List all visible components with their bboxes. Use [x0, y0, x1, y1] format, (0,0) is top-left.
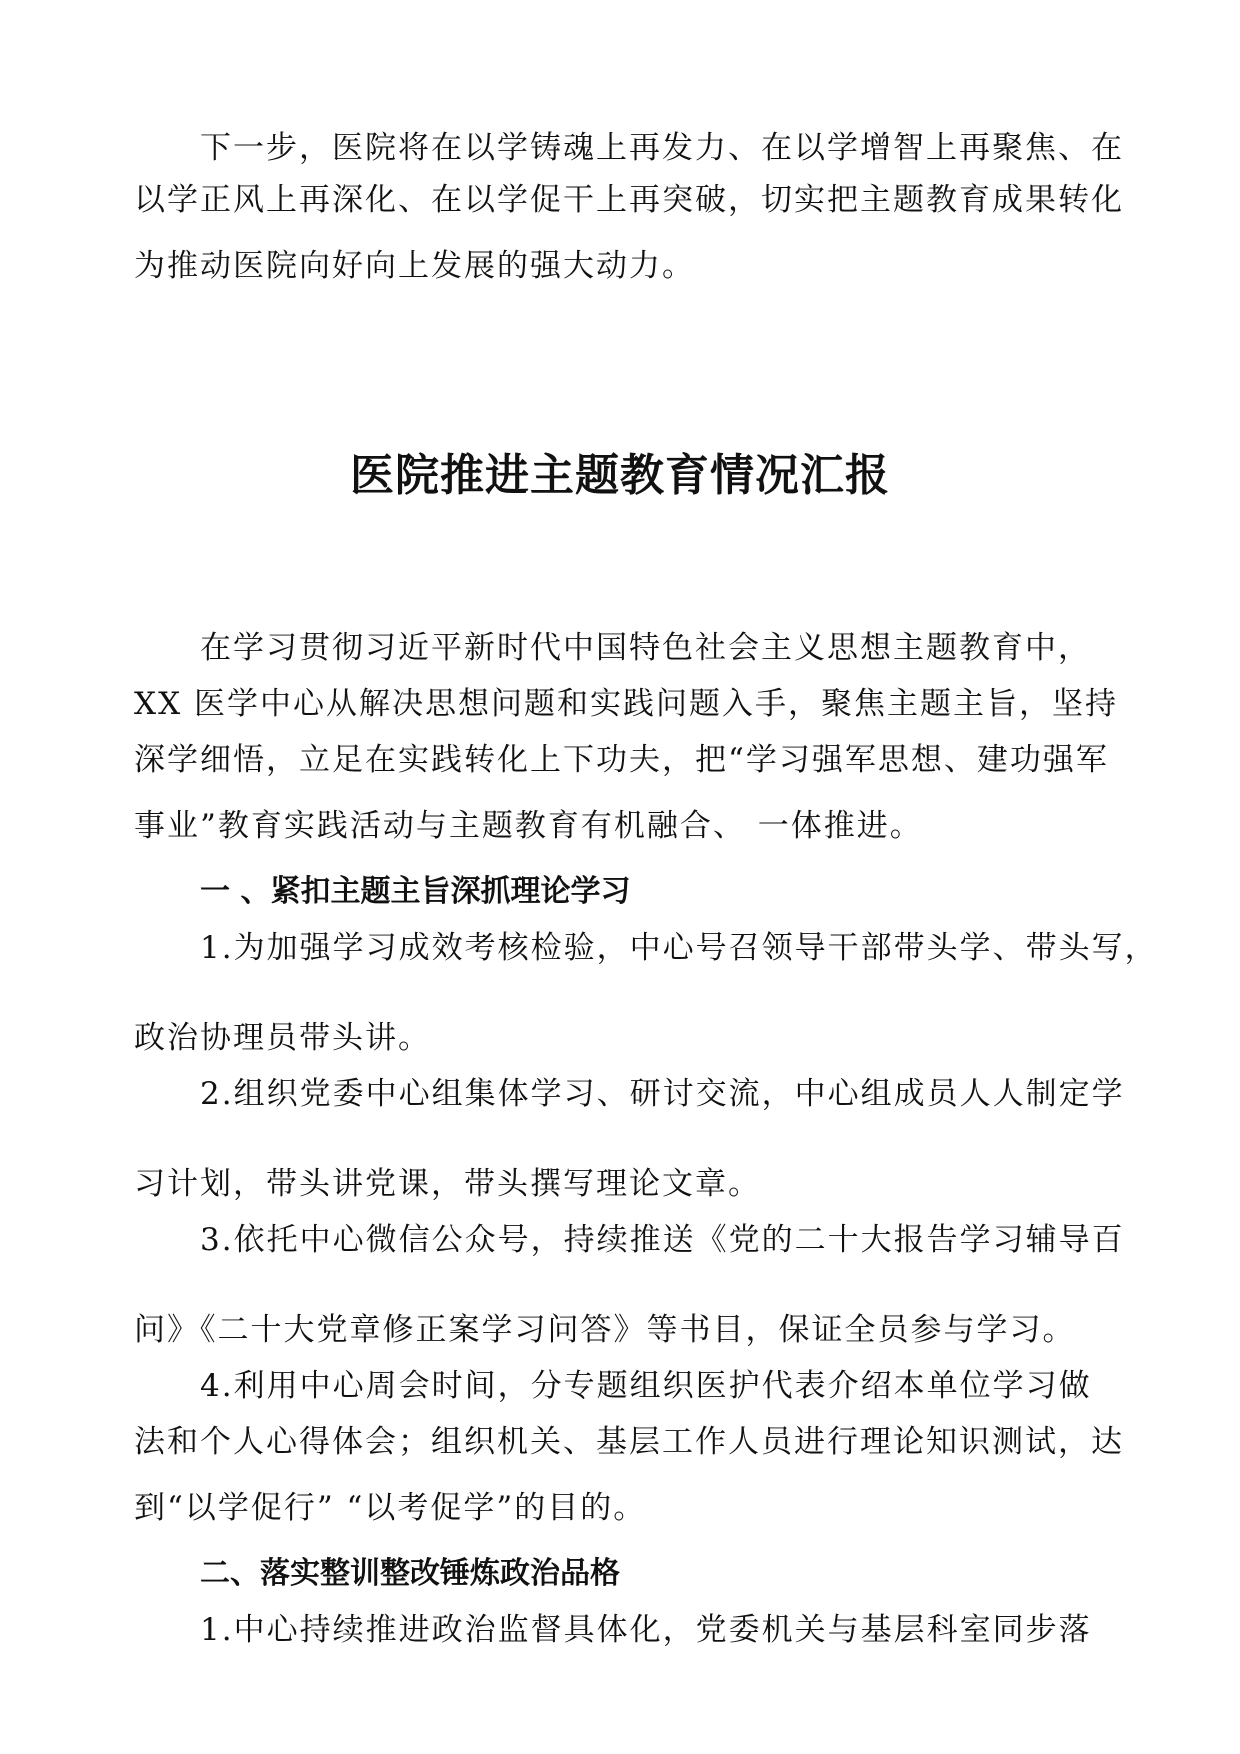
s1-item2-line2: 习计划，带头讲党课，带头撰写理论文章。 [134, 1166, 761, 1202]
s2-item1-line1: 1.中心持续推进政治监督具体化，党委机关与基层科室同步落 [200, 1612, 1092, 1648]
section-2-heading: 二、落实整训整改锤炼政治品格 [200, 1556, 620, 1591]
s1-item3-line1: 3.依托中心微信公众号，持续推送《党的二十大报告学习辅导百 [200, 1222, 1125, 1258]
s1-item4-line2: 法和个人心得体会；组织机关、基层工作人员进行理论知识测试，达 [134, 1424, 1124, 1460]
lead-line-1: 在学习贯彻习近平新时代中国特色社会主义思想主题教育中， [200, 630, 1091, 666]
s1-item1-line1: 1.为加强学习成效考核检验，中心号召领导干部带头学、带头写， [200, 930, 1158, 966]
s1-item1-line2: 政治协理员带头讲。 [134, 1020, 431, 1056]
intro-line-1: 下一步，医院将在以学铸魂上再发力、在以学增智上再聚焦、在 [200, 130, 1124, 166]
intro-line-2: 以学正风上再深化、在以学促干上再突破，切实把主题教育成果转化 [134, 182, 1124, 218]
section-1-heading: 一 、紧扣主题主旨深抓理论学习 [200, 874, 631, 909]
s1-item2-line1: 2.组织党委中心组集体学习、研讨交流，中心组成员人人制定学 [200, 1076, 1125, 1112]
s1-item4-line3: 到“以学促行” “以考促学”的目的。 [134, 1490, 647, 1526]
intro-line-3: 为推动医院向好向上发展的强大动力。 [134, 248, 695, 284]
lead-line-3: 深学细悟，立足在实践转化上下功夫，把“学习强军思想、建功强军 [134, 742, 1109, 778]
s1-item4-line1: 4.利用中心周会时间，分专题组织医护代表介绍本单位学习做 [200, 1368, 1092, 1404]
s1-item3-line2: 问》《二十大党章修正案学习问答》等书目，保证全员参与学习。 [134, 1312, 1076, 1348]
lead-line-4: 事业”教育实践活动与主题教育有机融合、 一体推进。 [134, 808, 923, 844]
document-title: 医院推进主题教育情况汇报 [350, 450, 890, 501]
lead-line-2: XX 医学中心从解决思想问题和实践问题入手，聚焦主题主旨，坚持 [134, 686, 1118, 722]
